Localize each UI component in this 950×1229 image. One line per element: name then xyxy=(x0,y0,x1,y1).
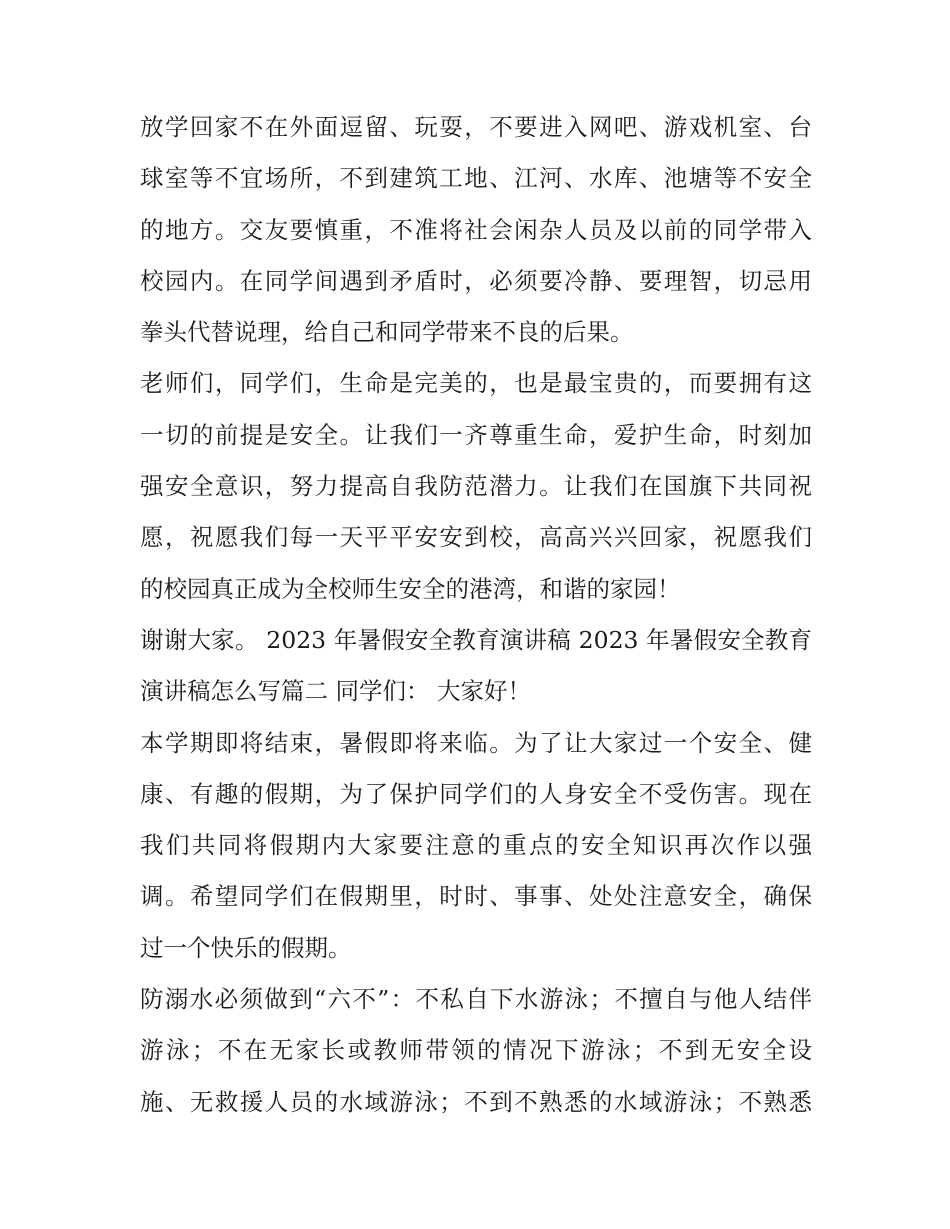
text-line: 施、无救援人员的水域游泳；不到不熟悉的水域游泳；不熟悉 xyxy=(140,1087,812,1116)
document-body xyxy=(140,102,812,1128)
text-line: 放学回家不在外面逗留、玩耍，不要进入网吧、游戏机室、台 xyxy=(140,113,812,141)
paragraph-speech-heading xyxy=(140,615,812,718)
text-line: 防溺水必须做到“六不”：不私自下水游泳；不擅自与他人结伴 xyxy=(140,985,812,1014)
text-line: 拳头代替说理，给自己和同学带来不良的后果。 xyxy=(140,318,634,347)
paragraph-school-safety xyxy=(140,102,812,358)
text-line: 老师们，同学们，生命是完美的，也是最宝贵的，而要拥有这 xyxy=(140,369,812,398)
text-line: 的校园真正成为全校师生安全的港湾，和谐的家园！ xyxy=(140,574,681,603)
text-line: 谢谢大家。 2023 年暑假安全教育演讲稿 2023 年暑假安全教育 xyxy=(140,625,812,654)
text-line: 球室等不宜场所，不到建筑工地、江河、水库、池塘等不安全 xyxy=(140,164,812,193)
text-line: 游泳；不在无家长或教师带领的情况下游泳；不到无安全设 xyxy=(140,1036,812,1065)
text-line: 康、有趣的假期，为了保护同学们的人身安全不受伤害。现在 xyxy=(140,779,812,808)
paragraph-drowning-prevention xyxy=(140,974,812,1128)
text-line: 演讲稿怎么写篇二 同学们： 大家好！ xyxy=(140,677,531,706)
text-line: 一切的前提是安全。让我们一齐尊重生命，爱护生命，时刻加 xyxy=(140,420,812,449)
text-line: 的地方。交友要慎重，不准将社会闲杂人员及以前的同学带入 xyxy=(140,215,812,244)
text-line: 强安全意识，努力提高自我防范潜力。让我们在国旗下共同祝 xyxy=(140,472,812,501)
text-line: 我们共同将假期内大家要注意的重点的安全知识再次作以强 xyxy=(140,831,812,860)
text-line: 过一个快乐的假期。 xyxy=(140,933,352,962)
text-line: 本学期即将结束，暑假即将来临。为了让大家过一个安全、健 xyxy=(140,728,812,757)
text-line: 校园内。在同学间遇到矛盾时，必须要冷静、要理智，切忌用 xyxy=(140,266,812,295)
paragraph-summer-intro xyxy=(140,718,812,974)
text-line: 愿，祝愿我们每一天平平安安到校，高高兴兴回家，祝愿我们 xyxy=(140,523,812,552)
text-line: 调。希望同学们在假期里，时时、事事、处处注意安全，确保 xyxy=(140,882,812,911)
paragraph-respect-life xyxy=(140,358,812,614)
